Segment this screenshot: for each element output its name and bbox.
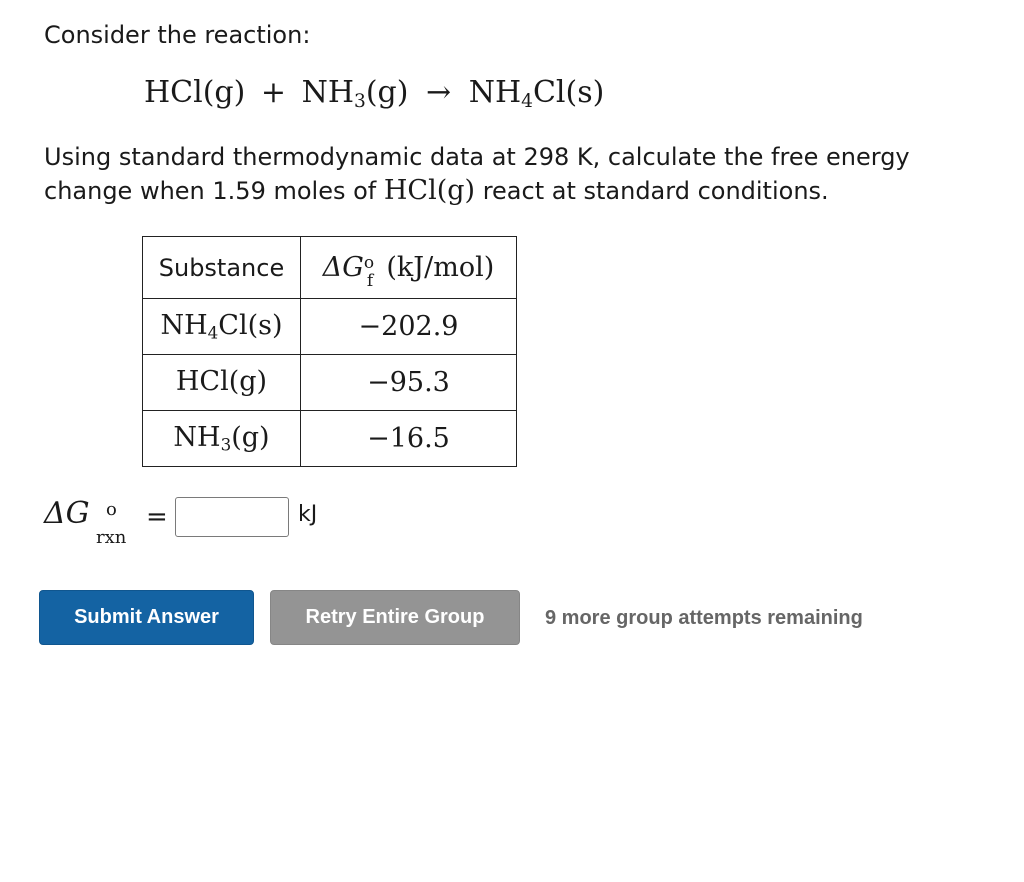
product-nh4cl: NH4Cl(s) [468,75,605,113]
answer-input[interactable] [175,497,289,537]
retry-entire-group-button[interactable]: Retry Entire Group [270,590,520,645]
delta-g-value: −16.5 [301,411,517,467]
reaction-arrow: → [426,75,452,110]
substance-cell: NH4Cl(s) [143,299,301,355]
plus-sign: + [260,75,287,110]
reaction-equation [144,70,604,125]
table-row [143,355,517,411]
substance-cell: HCl(g) [143,355,301,411]
header-delta-g: ΔG o f (kJ/mol) [301,237,517,299]
equals-sign: = [146,502,168,532]
table-row [143,299,517,355]
delta-g-rxn-label: ΔG o rxn [44,496,127,548]
question-intro: Consider the reaction: [44,21,311,49]
question-prompt-line2: change when 1.59 moles of HCl(g) react at standard conditions. [44,175,829,206]
prompt-species: HCl(g) [383,175,476,206]
reactant-hcl: HCl(g) [144,75,246,110]
question-prompt-line1: Using standard thermodynamic data at 298 K, calculate the free energy [44,143,910,171]
delta-g-value: −202.9 [301,299,517,355]
submit-answer-button[interactable]: Submit Answer [39,590,254,645]
table-row [143,411,517,467]
header-substance: Substance [143,237,301,299]
table-header-row [143,237,517,299]
substance-cell: NH3(g) [143,411,301,467]
delta-g-value: −95.3 [301,355,517,411]
reactant-nh3: NH3(g) [301,75,409,113]
attempts-remaining-text: 9 more group attempts remaining [545,607,863,629]
thermo-data-table [142,236,517,467]
unit-label: kJ [298,502,318,527]
